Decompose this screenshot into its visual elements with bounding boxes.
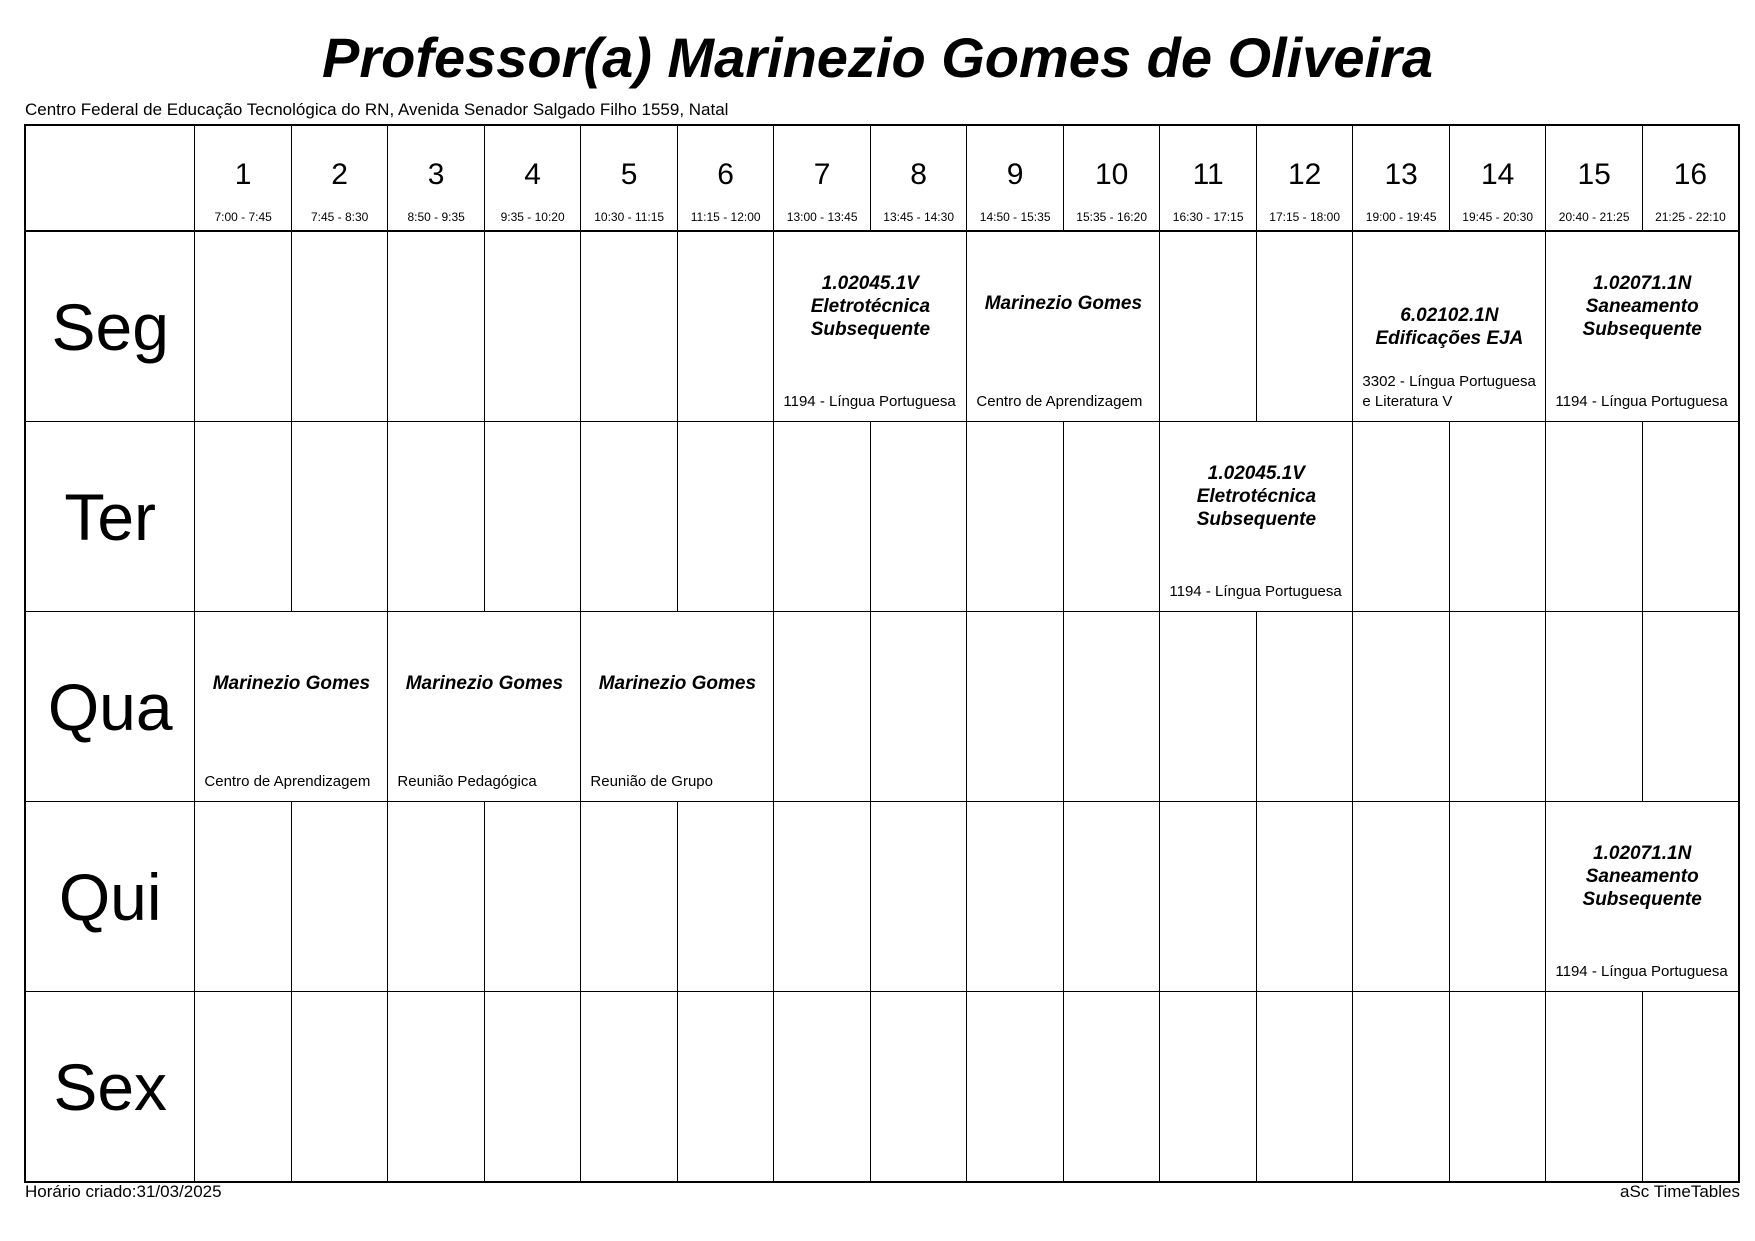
lesson-title: Marinezio Gomes — [212, 673, 371, 694]
empty-cell — [484, 231, 581, 422]
lesson-subject: 1194 - Língua Portuguesa — [1555, 393, 1728, 410]
empty-cell — [774, 802, 871, 992]
empty-cell — [195, 992, 292, 1183]
empty-cell — [291, 802, 388, 992]
empty-cell — [967, 422, 1064, 612]
empty-cell — [1063, 612, 1160, 802]
empty-cell — [1449, 422, 1546, 612]
lesson-title: 1.02045.1V Eletrotécnica Subsequente — [810, 273, 931, 340]
empty-cell — [1160, 802, 1257, 992]
lesson-card — [581, 612, 774, 802]
empty-cell — [677, 231, 774, 422]
empty-cell — [870, 422, 967, 612]
lesson-title: 6.02102.1N Edificações EJA — [1375, 305, 1524, 349]
lesson-card — [195, 612, 388, 802]
school-info: Centro Federal de Educação Tecnológica do RN, Avenida Senador Salgado Filho 1559, Natal — [25, 100, 729, 119]
lesson-title: Marinezio Gomes — [598, 673, 757, 694]
lesson-card — [388, 612, 581, 802]
empty-cell — [1063, 992, 1160, 1183]
empty-cell — [1546, 992, 1643, 1183]
empty-cell — [291, 422, 388, 612]
day-label-qui: Qui — [25, 802, 195, 992]
period-6: 6 11:15 - 12:00 — [677, 125, 774, 231]
empty-cell — [388, 802, 485, 992]
lesson-subject: 1194 - Língua Portuguesa — [783, 393, 956, 410]
day-label-sex: Sex — [25, 992, 195, 1183]
lesson-title: Marinezio Gomes — [984, 293, 1143, 314]
empty-cell — [484, 992, 581, 1183]
day-row-seg — [25, 231, 1739, 422]
page-title: Professor(a) Marinezio Gomes de Oliveira — [321, 26, 1434, 89]
corner-cell — [25, 125, 195, 231]
empty-cell — [967, 992, 1064, 1183]
lesson-subject: Centro de Aprendizagem — [976, 393, 1143, 410]
empty-cell — [291, 231, 388, 422]
empty-cell — [870, 992, 967, 1183]
empty-cell — [967, 802, 1064, 992]
day-label-ter: Ter — [25, 422, 195, 612]
empty-cell — [774, 612, 871, 802]
empty-cell — [581, 231, 678, 422]
empty-cell — [774, 422, 871, 612]
lesson-subject: 3302 - Língua Portuguesa e Literatura V — [1362, 373, 1536, 410]
empty-cell — [967, 612, 1064, 802]
period-11: 11 16:30 - 17:15 — [1160, 125, 1257, 231]
period-14: 14 19:45 - 20:30 — [1449, 125, 1546, 231]
empty-cell — [677, 422, 774, 612]
lesson-subject: 1194 - Língua Portuguesa — [1555, 963, 1728, 980]
day-row-ter — [25, 422, 1739, 612]
period-8: 8 13:45 - 14:30 — [870, 125, 967, 231]
empty-cell — [1546, 612, 1643, 802]
period-9: 9 14:50 - 15:35 — [967, 125, 1064, 231]
period-5: 5 10:30 - 11:15 — [581, 125, 678, 231]
empty-cell — [1353, 422, 1450, 612]
empty-cell — [1063, 422, 1160, 612]
day-row-qua — [25, 612, 1739, 802]
empty-cell — [1353, 612, 1450, 802]
empty-cell — [1546, 422, 1643, 612]
lesson-subject: Reunião de Grupo — [590, 773, 713, 790]
brand-label: aSc TimeTables — [1620, 1182, 1740, 1201]
lesson-card — [774, 231, 967, 422]
day-label-seg: Seg — [25, 231, 195, 422]
empty-cell — [1256, 992, 1353, 1183]
empty-cell — [1256, 231, 1353, 422]
period-12: 12 17:15 - 18:00 — [1256, 125, 1353, 231]
empty-cell — [581, 802, 678, 992]
empty-cell — [1353, 992, 1450, 1183]
empty-cell — [195, 231, 292, 422]
lesson-title: 1.02071.1N Saneamento Subsequente — [1582, 273, 1702, 340]
lesson-title: 1.02071.1N Saneamento Subsequente — [1582, 843, 1702, 910]
empty-cell — [677, 802, 774, 992]
timetable — [24, 124, 1740, 1183]
empty-cell — [1353, 802, 1450, 992]
period-10: 10 15:35 - 16:20 — [1063, 125, 1160, 231]
period-header-row — [25, 125, 1739, 231]
lesson-subject: 1194 - Língua Portuguesa — [1169, 583, 1342, 600]
lesson-subject: Reunião Pedagógica — [397, 773, 537, 790]
empty-cell — [195, 422, 292, 612]
empty-cell — [1063, 802, 1160, 992]
period-16: 16 21:25 - 22:10 — [1642, 125, 1739, 231]
empty-cell — [1449, 612, 1546, 802]
period-13: 13 19:00 - 19:45 — [1353, 125, 1450, 231]
day-label-qua: Qua — [25, 612, 195, 802]
created-date: Horário criado:31/03/2025 — [25, 1182, 222, 1201]
empty-cell — [484, 422, 581, 612]
empty-cell — [484, 802, 581, 992]
empty-cell — [1160, 992, 1257, 1183]
period-3: 3 8:50 - 9:35 — [388, 125, 485, 231]
empty-cell — [1256, 612, 1353, 802]
empty-cell — [1642, 612, 1739, 802]
empty-cell — [1160, 612, 1257, 802]
empty-cell — [388, 422, 485, 612]
lesson-card — [1353, 231, 1546, 422]
lesson-title: Marinezio Gomes — [405, 673, 564, 694]
period-15: 15 20:40 - 21:25 — [1546, 125, 1643, 231]
empty-cell — [388, 992, 485, 1183]
lesson-card — [1160, 422, 1353, 612]
empty-cell — [1449, 992, 1546, 1183]
lesson-subject: Centro de Aprendizagem — [204, 773, 371, 790]
period-7: 7 13:00 - 13:45 — [774, 125, 871, 231]
empty-cell — [1256, 802, 1353, 992]
empty-cell — [774, 992, 871, 1183]
empty-cell — [1642, 422, 1739, 612]
empty-cell — [581, 422, 678, 612]
day-row-qui — [25, 802, 1739, 992]
day-row-sex — [25, 992, 1739, 1183]
lesson-title: 1.02045.1V Eletrotécnica Subsequente — [1196, 463, 1317, 530]
lesson-card — [1546, 231, 1739, 422]
empty-cell — [195, 802, 292, 992]
empty-cell — [870, 802, 967, 992]
period-1: 1 7:00 - 7:45 — [195, 125, 292, 231]
empty-cell — [581, 992, 678, 1183]
lesson-card — [1546, 802, 1739, 992]
empty-cell — [388, 231, 485, 422]
lesson-card — [967, 231, 1160, 422]
period-2: 2 7:45 - 8:30 — [291, 125, 388, 231]
empty-cell — [870, 612, 967, 802]
empty-cell — [677, 992, 774, 1183]
empty-cell — [1449, 802, 1546, 992]
empty-cell — [291, 992, 388, 1183]
empty-cell — [1642, 992, 1739, 1183]
empty-cell — [1160, 231, 1257, 422]
period-4: 4 9:35 - 10:20 — [484, 125, 581, 231]
